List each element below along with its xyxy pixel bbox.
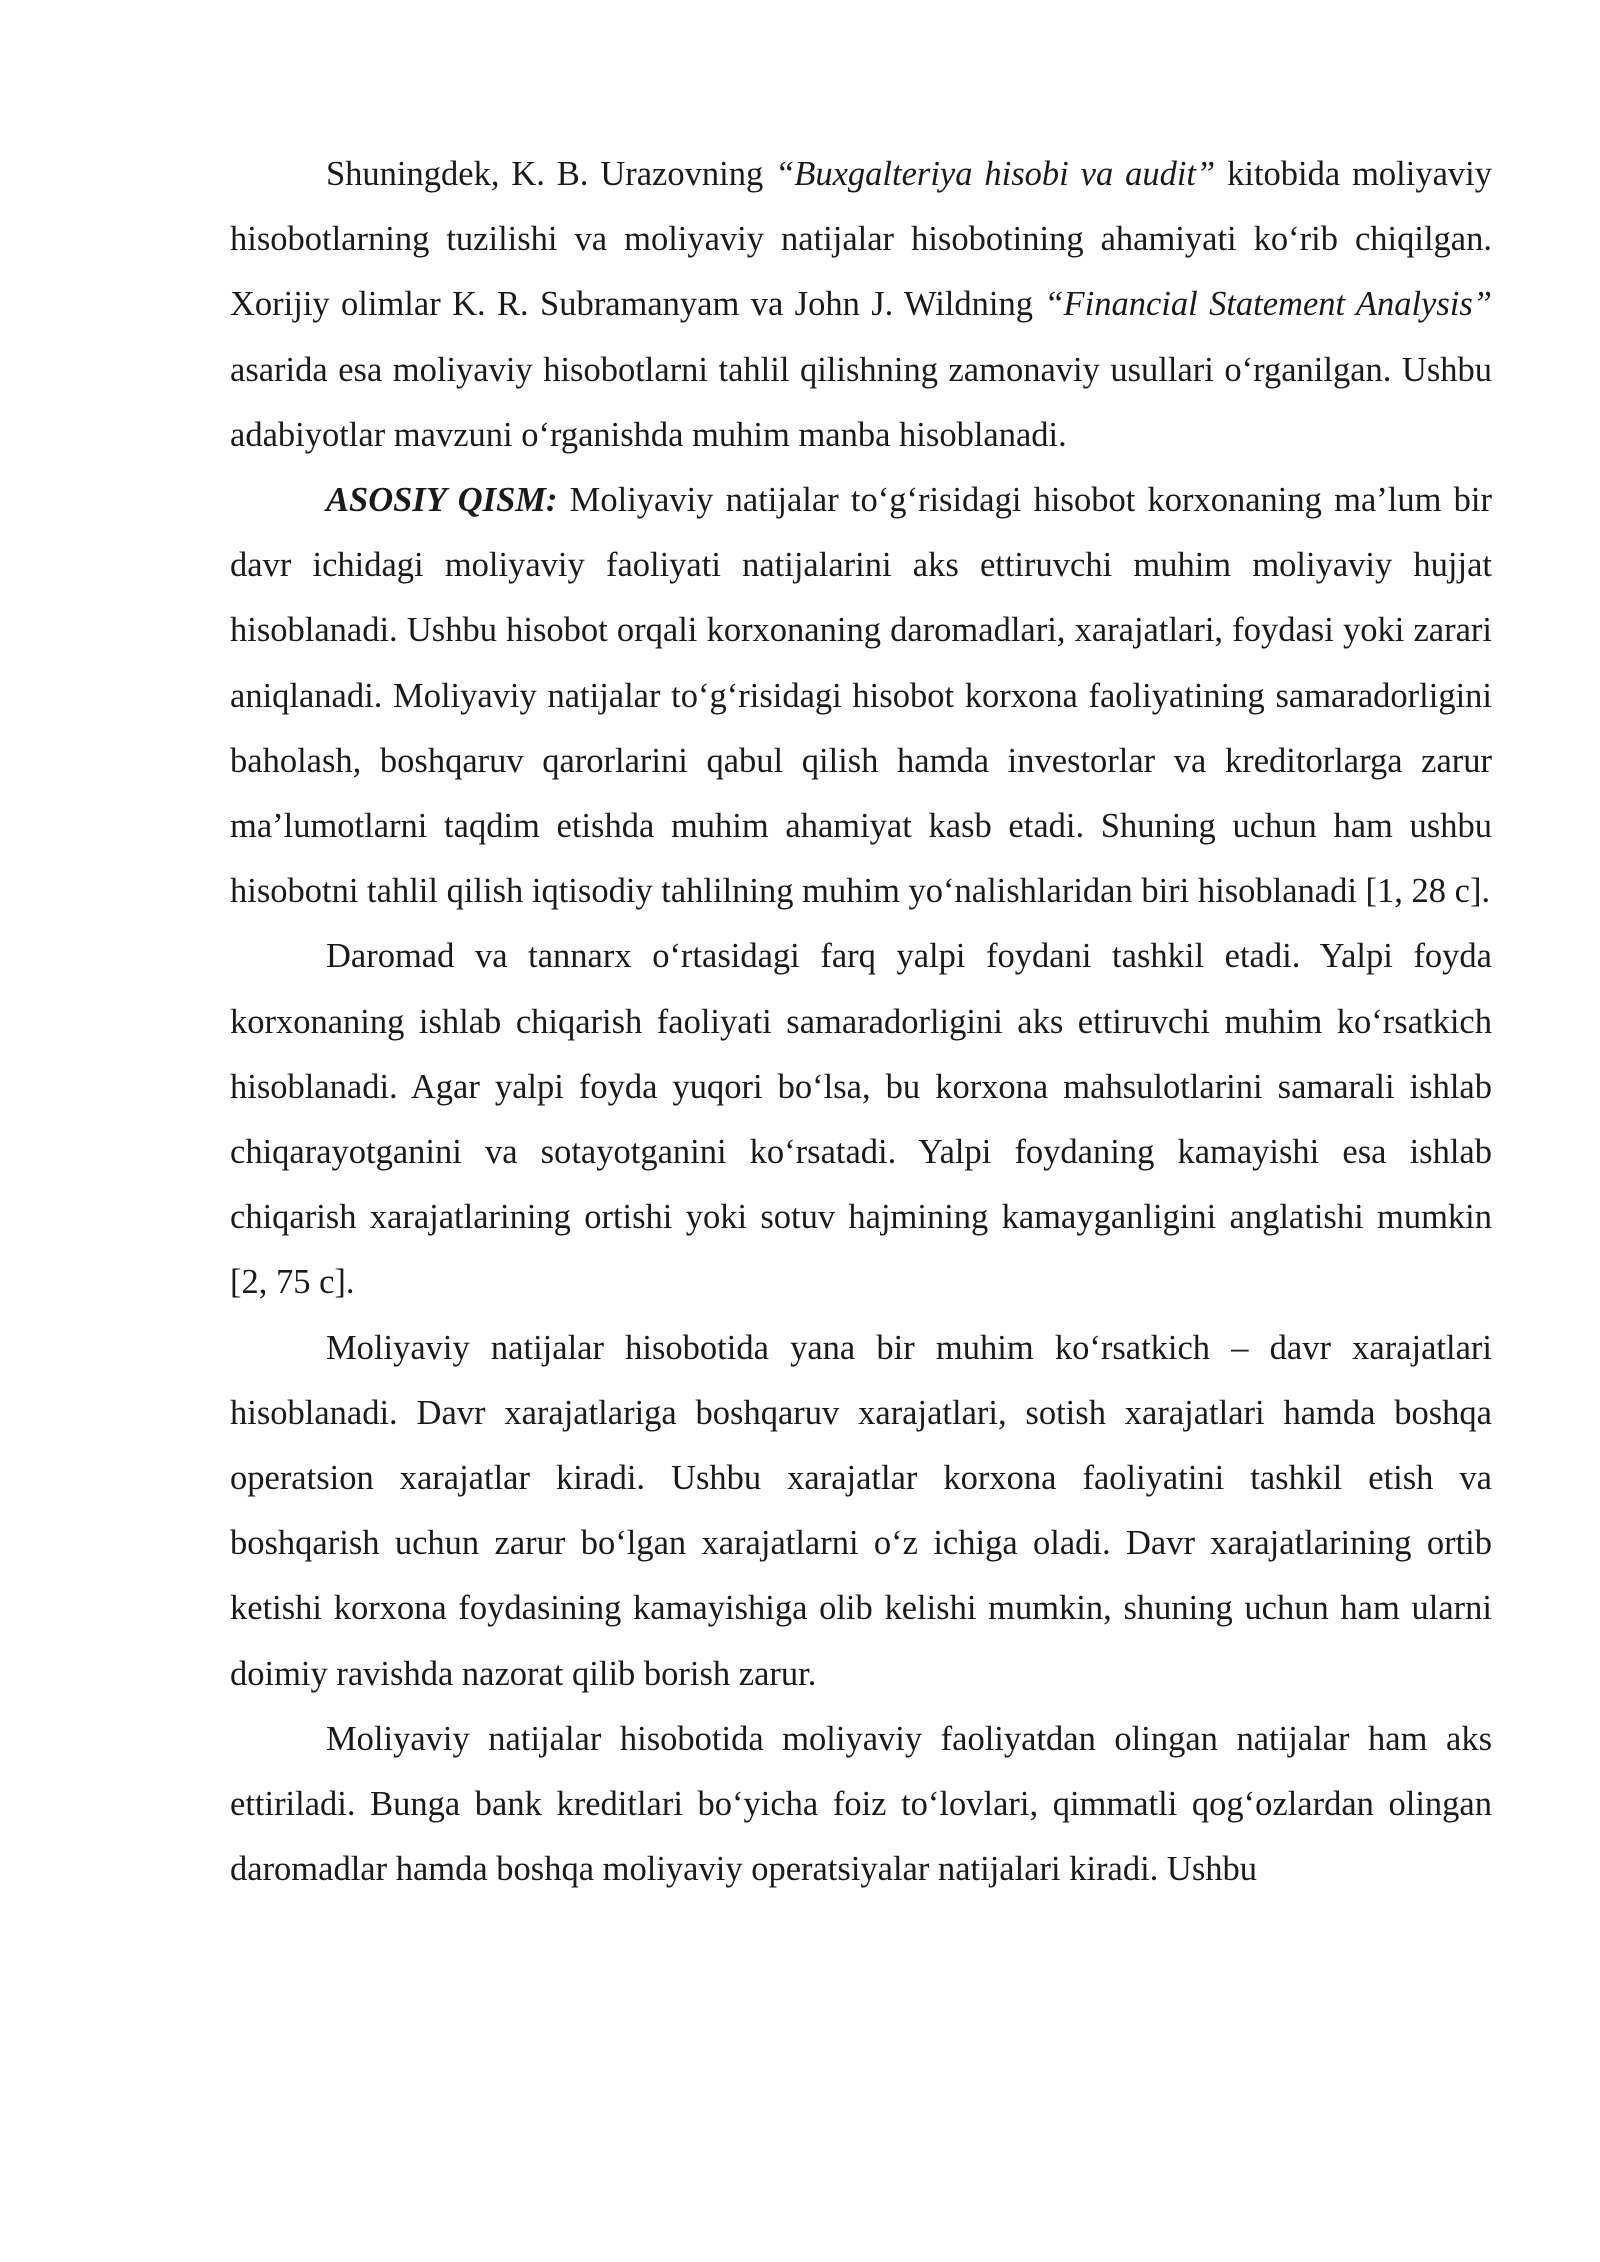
paragraph-gross-profit	[230, 924, 1492, 1315]
text-run: Moliyaviy natijalar to‘g‘risidagi hisobot korxonaning ma’lum bir davr ichidagi moliyaviy faoliyati natijalarini aks ettiruvchi muhim moliyaviy hujjat hisoblanadi. Ushbu hisobot orqali korxonaning daromadlari, xarajatlari, foydasi yoki zarari aniqlanadi. Moliyaviy natijalar to‘g‘risidagi hisobot korxona faoliyatining samaradorligini baholash, boshqaruv qarorlarini qabul qilish hamda investorlar va kreditorlarga zarur ma’lumotlarni taqdim etishda muhim ahamiyat kasb etadi. Shuning uchun ham ushbu hisobotni tahlil qilish iqtisodiy tahlilning muhim yo‘nalishlaridan biri hisoblanadi [1, 28 c].	[230, 481, 1492, 911]
paragraph-financial-activity	[230, 1707, 1492, 1903]
paragraph-main-section	[230, 468, 1492, 924]
text-run: kitobida moliyaviy hisobotlarning tuzilishi va moliyaviy natijalar hisobotining ahamiyati ko‘rib chiqilgan. Xorijiy olimlar K. R. Subramanyam va John J. Wildning	[230, 155, 1492, 324]
book-title-buxgalteriya: “Buxgalteriya hisobi va audit”	[775, 155, 1216, 193]
text-run: Daromad va tannarx o‘rtasidagi farq yalpi foydani tashkil etadi. Yalpi foyda korxonaning ishlab chiqarish faoliyati samaradorligini aks ettiruvchi muhim ko‘rsatkich hisoblanadi. Agar yalpi foyda yuqori bo‘lsa, bu korxona mahsulotlarini samarali ishlab chiqarayotganini va sotayotganini ko‘rsatadi. Yalpi foydaning kamayishi esa ishlab chiqarish xarajatlarining ortishi yoki sotuv hajmining kamayganligini anglatishi mumkin [2, 75 c].	[230, 937, 1492, 1302]
book-title-financial-statement-analysis: “Financial Statement Analysis”	[1044, 285, 1492, 324]
paragraph-literature-review	[230, 142, 1492, 468]
text-run: Shuningdek, K. B. Urazovning	[326, 155, 776, 193]
text-run: Moliyaviy natijalar hisobotida moliyaviy faoliyatdan olingan natijalar ham aks ettiriladi. Bunga bank kreditlari bo‘yicha foiz to‘lovlari, qimmatli qog‘ozlardan olingan daromadlar hamda boshqa moliyaviy operatsiyalar natijalari kiradi. Ushbu	[230, 1719, 1492, 1889]
section-heading-asosiy-qism: ASOSIY QISM:	[326, 481, 558, 520]
paragraph-period-expenses	[230, 1316, 1492, 1707]
text-run: Moliyaviy natijalar hisobotida yana bir muhim ko‘rsatkich – davr xarajatlari hisoblanadi. Davr xarajatlariga boshqaruv xarajatlari, sotish xarajatlari hamda boshqa operatsion xarajatlar kiradi. Ushbu xarajatlar korxona faoliyatini tashkil etish va boshqarish uchun zarur bo‘lgan xarajatlarni o‘z ichiga oladi. Davr xarajatlarining ortib ketishi korxona foydasining kamayishiga olib kelishi mumkin, shuning uchun ham ularni doimiy ravishda nazorat qilib borish zarur.	[230, 1328, 1492, 1693]
document-body	[230, 142, 1492, 1902]
text-run: asarida esa moliyaviy hisobotlarni tahlil qilishning zamonaviy usullari o‘rganilgan. Ushbu adabiyotlar mavzuni o‘rganishda muhim manba hisoblanadi.	[230, 350, 1492, 454]
